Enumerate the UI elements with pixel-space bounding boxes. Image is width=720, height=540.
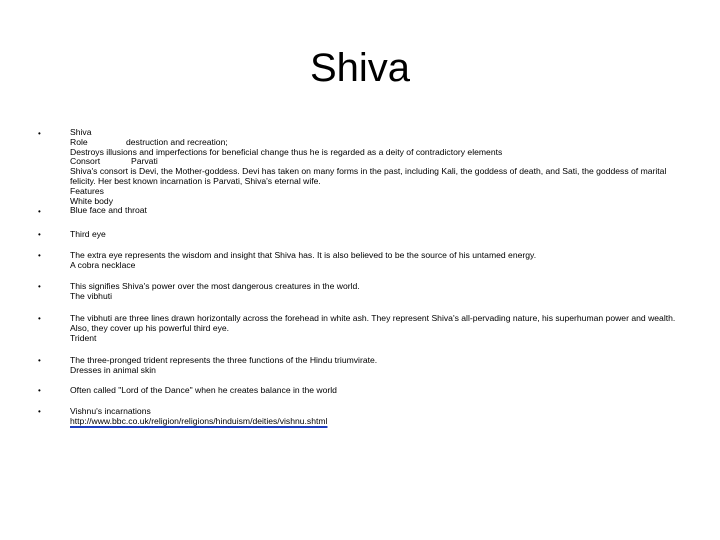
item-line: Features	[70, 185, 104, 196]
bullet-marker: •	[38, 207, 41, 216]
bullet-marker: •	[38, 386, 41, 395]
list-item-lord-of-dance	[70, 386, 680, 396]
item-line: The vibhuti are three lines drawn horizontally across the forehead in white ash. They represent Shiva's all-pervading nature, his superhuman power and wealth. Also, they cover up his powerful third eye.	[70, 313, 676, 333]
list-item-cobra	[70, 282, 680, 302]
item-line: White body	[70, 195, 113, 206]
item-line: Third eye	[70, 229, 106, 239]
list-item-vishnu	[70, 407, 680, 427]
list-item-vibhuti	[70, 314, 680, 343]
vishnu-link[interactable]: http://www.bbc.co.uk/religion/religions/hinduism/deities/vishnu.shtml	[70, 415, 328, 426]
item-line: Vishnu's incarnations	[70, 406, 151, 416]
item-line: The vibhuti	[70, 290, 113, 301]
item-line: Shiva's consort is Devi, the Mother-goddess. Devi has taken on many forms in the past, including Kali, the goddess of death, and Sati, the goddess of marital felicity. Her best known incarnation is Parvati, Shiva's eternal wife.	[70, 166, 667, 186]
list-item-third-eye	[70, 230, 680, 240]
item-line: Blue face and throat	[70, 205, 147, 216]
bullet-marker: •	[38, 356, 41, 365]
item-line: Dresses in animal skin	[70, 364, 156, 375]
item-line: Destroys illusions and imperfections for beneficial change thus he is regarded as a deity of contradictory elements	[70, 146, 503, 157]
bullet-marker: •	[38, 314, 41, 323]
item-line: The three-pronged trident represents the three functions of the Hindu triumvirate.	[70, 355, 378, 365]
item-line: Shiva	[70, 127, 92, 137]
item-line: Trident	[70, 332, 97, 343]
item-line: The extra eye represents the wisdom and insight that Shiva has. It is also believed to be the source of his untamed energy.	[70, 250, 537, 260]
list-item-extra-eye	[70, 251, 680, 271]
bullet-marker: •	[38, 407, 41, 416]
list-item-trident	[70, 356, 680, 376]
item-line: This signifies Shiva's power over the most dangerous creatures in the world.	[70, 281, 360, 291]
bullet-marker: •	[38, 251, 41, 260]
slide-title: Shiva	[309, 46, 411, 90]
bullet-marker: •	[38, 230, 41, 239]
item-line: Often called "Lord of the Dance" when he creates balance in the world	[70, 385, 337, 395]
consort-value: Parvati	[131, 156, 158, 167]
bullet-marker: •	[38, 282, 41, 291]
item-line: A cobra necklace	[70, 259, 136, 270]
list-item-shiva	[70, 128, 680, 216]
role-label: Role	[70, 136, 88, 147]
bullet-marker: •	[38, 129, 41, 138]
role-value: destruction and recreation;	[126, 136, 228, 147]
consort-label: Consort	[70, 156, 101, 167]
